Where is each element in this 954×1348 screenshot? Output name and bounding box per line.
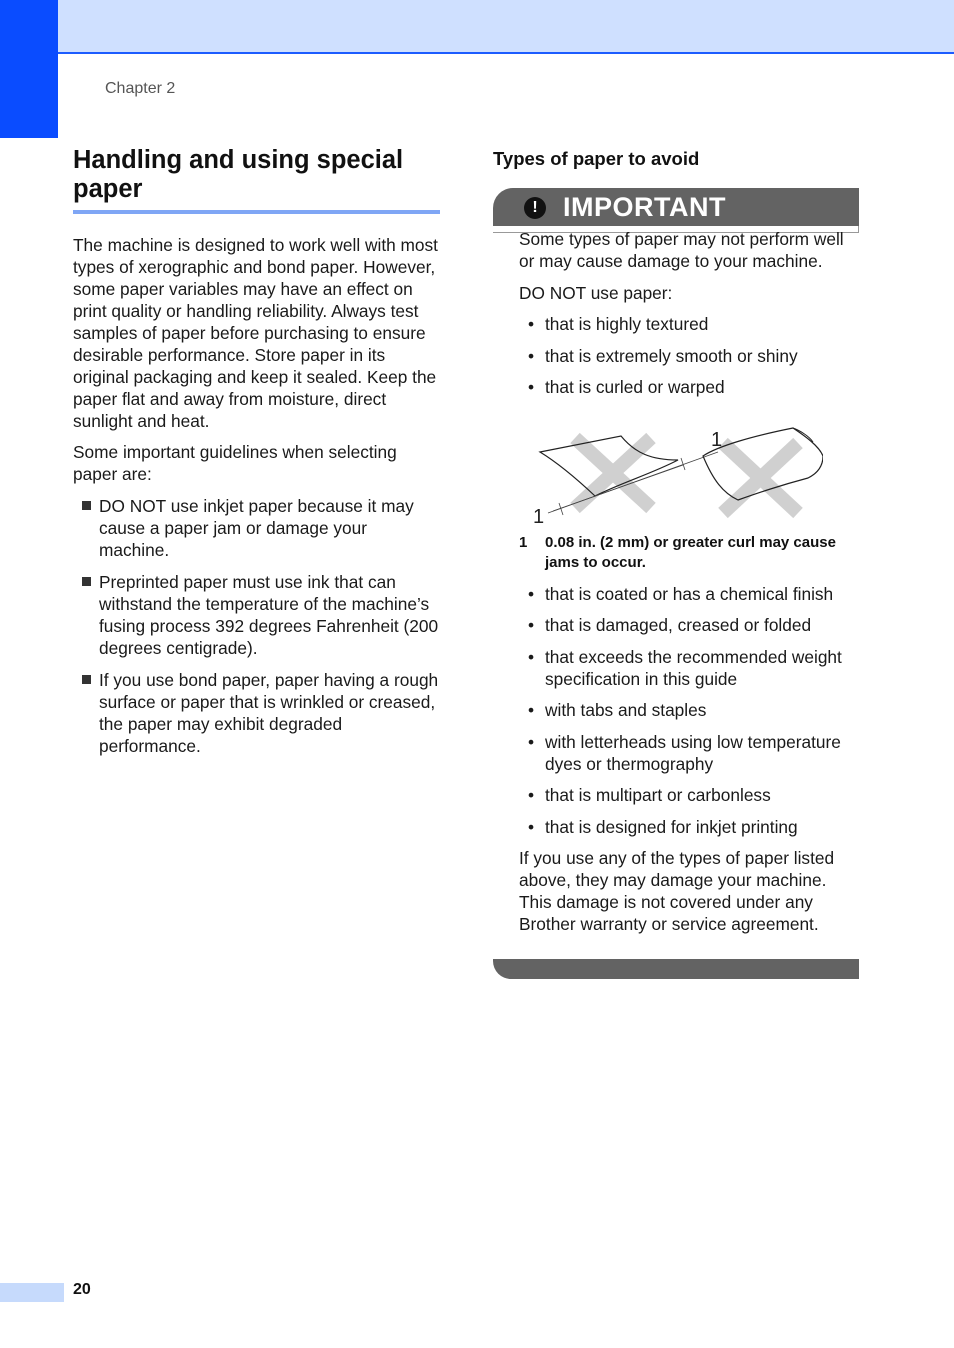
subsection-title: Types of paper to avoid: [493, 148, 700, 169]
list-item: [519, 583, 861, 605]
list-item: [73, 669, 440, 757]
chapter-label: Chapter 2: [105, 80, 176, 97]
list-item-text: that is damaged, creased or folded: [545, 615, 812, 635]
list-item-text: If you use bond paper, paper having a rough surface or paper that is wrinkled or creased, the paper may exhibit degraded performance.: [99, 670, 439, 756]
figure-caption: [519, 533, 861, 573]
bullet-icon: •: [528, 583, 535, 604]
list-item: [519, 313, 861, 335]
list-item: [519, 646, 861, 690]
list-item: [519, 699, 861, 721]
list-item-text: that is coated or has a chemical finish: [545, 583, 834, 604]
curled-paper-illustration: [523, 408, 823, 533]
list-item: [73, 495, 440, 561]
list-item: [73, 571, 440, 659]
left-column: [73, 146, 440, 767]
important-header: [493, 188, 859, 226]
avoid-list-a: [519, 313, 861, 398]
callout-label-right: 1: [711, 428, 723, 451]
bullet-icon: •: [528, 314, 535, 334]
do-not-label: DO NOT use paper:: [519, 283, 673, 303]
bullet-icon: •: [528, 615, 535, 635]
closing-paragraph: If you use any of the types of paper listed above, they may damage your machine. This damage is not covered under any Brother warranty or service agreement.: [519, 848, 835, 934]
list-item-text: that is designed for inkjet printing: [545, 816, 798, 837]
header-band: [58, 0, 954, 54]
bullet-icon: •: [528, 345, 535, 366]
list-item-text: DO NOT use inkjet paper because it may cause a paper jam or damage your machine.: [99, 496, 414, 560]
page-number: 20: [73, 1281, 91, 1298]
right-column: [493, 146, 860, 934]
list-item: [519, 376, 861, 398]
cross-icon: [723, 443, 798, 513]
square-bullet-icon: [82, 675, 91, 684]
chapter-tab: [0, 0, 58, 138]
caption-text: 0.08 in. (2 mm) or greater curl may cause jams to occur.: [545, 533, 836, 571]
list-item-text: that is extremely smooth or shiny: [545, 345, 798, 366]
guidelines-list: [73, 495, 440, 757]
list-item-text: Preprinted paper must use ink that can withstand the temperature of the machine’s fusing process 392 degrees Fahrenheit (200 degrees centigrade).: [99, 572, 439, 658]
square-bullet-icon: [82, 577, 91, 586]
square-bullet-icon: [82, 501, 91, 510]
list-item-text: that exceeds the recommended weight specification in this guide: [545, 646, 842, 689]
guidelines-intro: Some important guidelines when selecting paper are:: [73, 442, 397, 484]
page-number-tab: [0, 1283, 64, 1302]
important-footer-bar: [493, 959, 859, 979]
important-label: IMPORTANT: [563, 192, 726, 222]
list-item-text: that is highly textured: [545, 314, 709, 334]
list-item: [519, 614, 861, 636]
list-item-text: that is multipart or carbonless: [545, 785, 771, 805]
exclamation-icon: !: [524, 197, 546, 219]
bullet-icon: •: [528, 377, 535, 397]
list-item: [519, 784, 861, 806]
bullet-icon: •: [528, 731, 535, 752]
important-body: [519, 228, 861, 935]
important-intro: Some types of paper may not perform well or may cause damage to your machine.: [519, 229, 844, 271]
bullet-icon: •: [528, 700, 535, 720]
list-item: [519, 731, 861, 775]
cross-icon: [575, 438, 651, 508]
section-title: Handling and using special paper: [73, 146, 440, 214]
avoid-list-b: [519, 583, 861, 838]
list-item-text: with letterheads using low temperature dyes or thermography: [545, 731, 841, 774]
bullet-icon: •: [528, 816, 535, 837]
callout-label-left: 1: [533, 505, 545, 528]
list-item: [519, 345, 861, 367]
bullet-icon: •: [528, 646, 535, 667]
caption-number: 1: [519, 533, 528, 551]
list-item-text: with tabs and staples: [545, 700, 707, 720]
intro-paragraph: The machine is designed to work well with most types of xerographic and bond paper. However, some paper variables may have an effect on print quality or handling reliability. Always test samples of paper before purchasing to ensure desirable performance. Store paper in its original packaging and keep it sealed. Keep the paper flat and away from moisture, direct sunlight and heat.: [73, 235, 438, 431]
list-item-text: that is curled or warped: [545, 377, 725, 397]
list-item: [519, 816, 861, 838]
curled-paper-drawing: [523, 408, 823, 533]
bullet-icon: •: [528, 785, 535, 805]
